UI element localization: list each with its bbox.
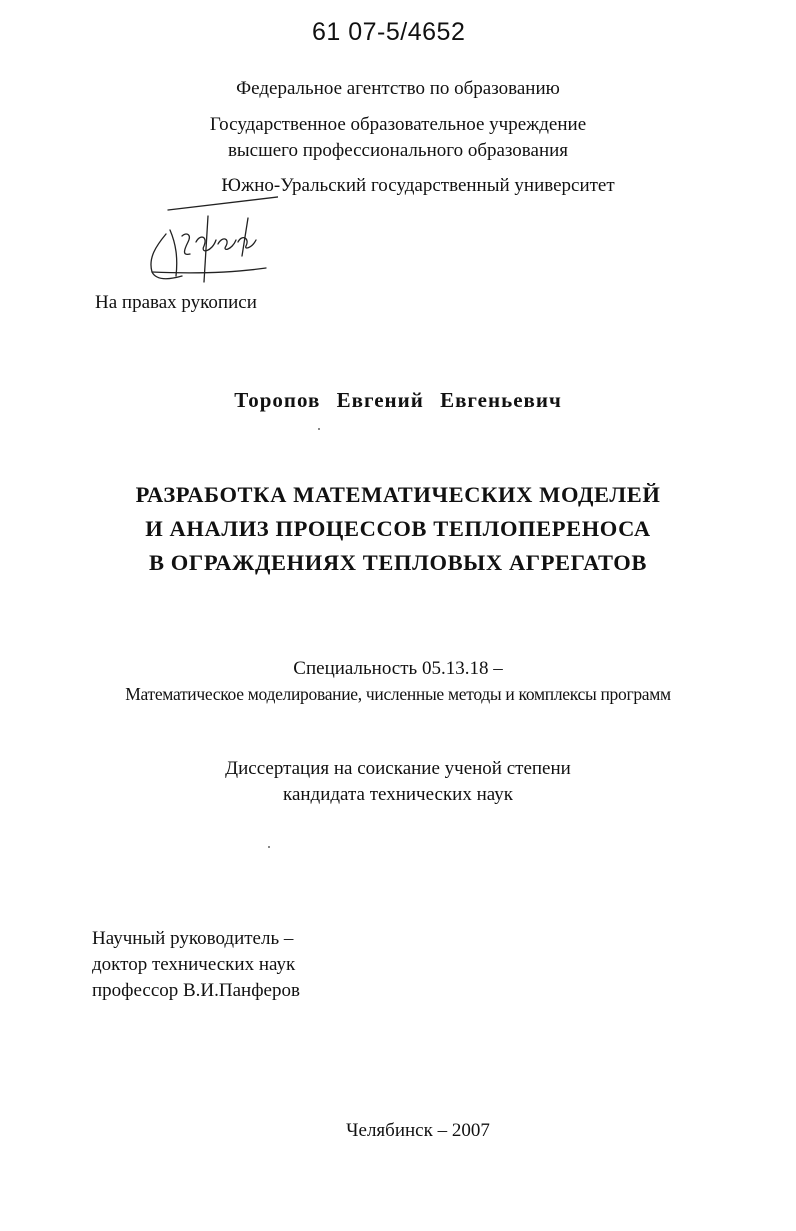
university-name: Южно-Уральский государственный университет [221, 175, 615, 196]
supervisor-line3: профессор В.И.Панферов [92, 980, 300, 1001]
scan-speck [268, 846, 270, 848]
dissertation-title [0, 478, 796, 580]
title-line2: И АНАЛИЗ ПРОЦЕССОВ ТЕПЛОПЕРЕНОСА [145, 516, 651, 541]
call-number: 61 07-5/4652 [312, 18, 466, 46]
supervisor-line1: Научный руководитель – [92, 928, 294, 949]
degree-line2: кандидата технических наук [283, 784, 513, 805]
author-name: Торопов Евгений Евгеньевич [234, 388, 562, 412]
institution-type-line1: Государственное образовательное учреждение [209, 114, 587, 135]
manuscript-rights: На правах рукописи [95, 292, 257, 313]
supervisor-line2: доктор технических наук [92, 954, 296, 975]
supervisor-block [92, 926, 300, 1004]
degree-line1: Диссертация на соискание ученой степени [225, 758, 571, 779]
institution-type-line2: высшего профессионального образования [227, 140, 569, 161]
specialty-description: Математическое моделирование, численные методы и комплексы программ [125, 684, 671, 704]
title-line1: РАЗРАБОТКА МАТЕМАТИЧЕСКИХ МОДЕЛЕЙ [135, 482, 661, 507]
title-line3: В ОГРАЖДЕНИЯХ ТЕПЛОВЫХ АГРЕГАТОВ [148, 550, 648, 575]
handwritten-signature [138, 196, 278, 291]
specialty-code: Специальность 05.13.18 – [293, 658, 503, 679]
agency-name: Федеральное агентство по образованию [236, 78, 560, 99]
dissertation-degree [0, 756, 796, 808]
scan-speck [318, 428, 320, 430]
place-year: Челябинск – 2007 [346, 1120, 490, 1141]
